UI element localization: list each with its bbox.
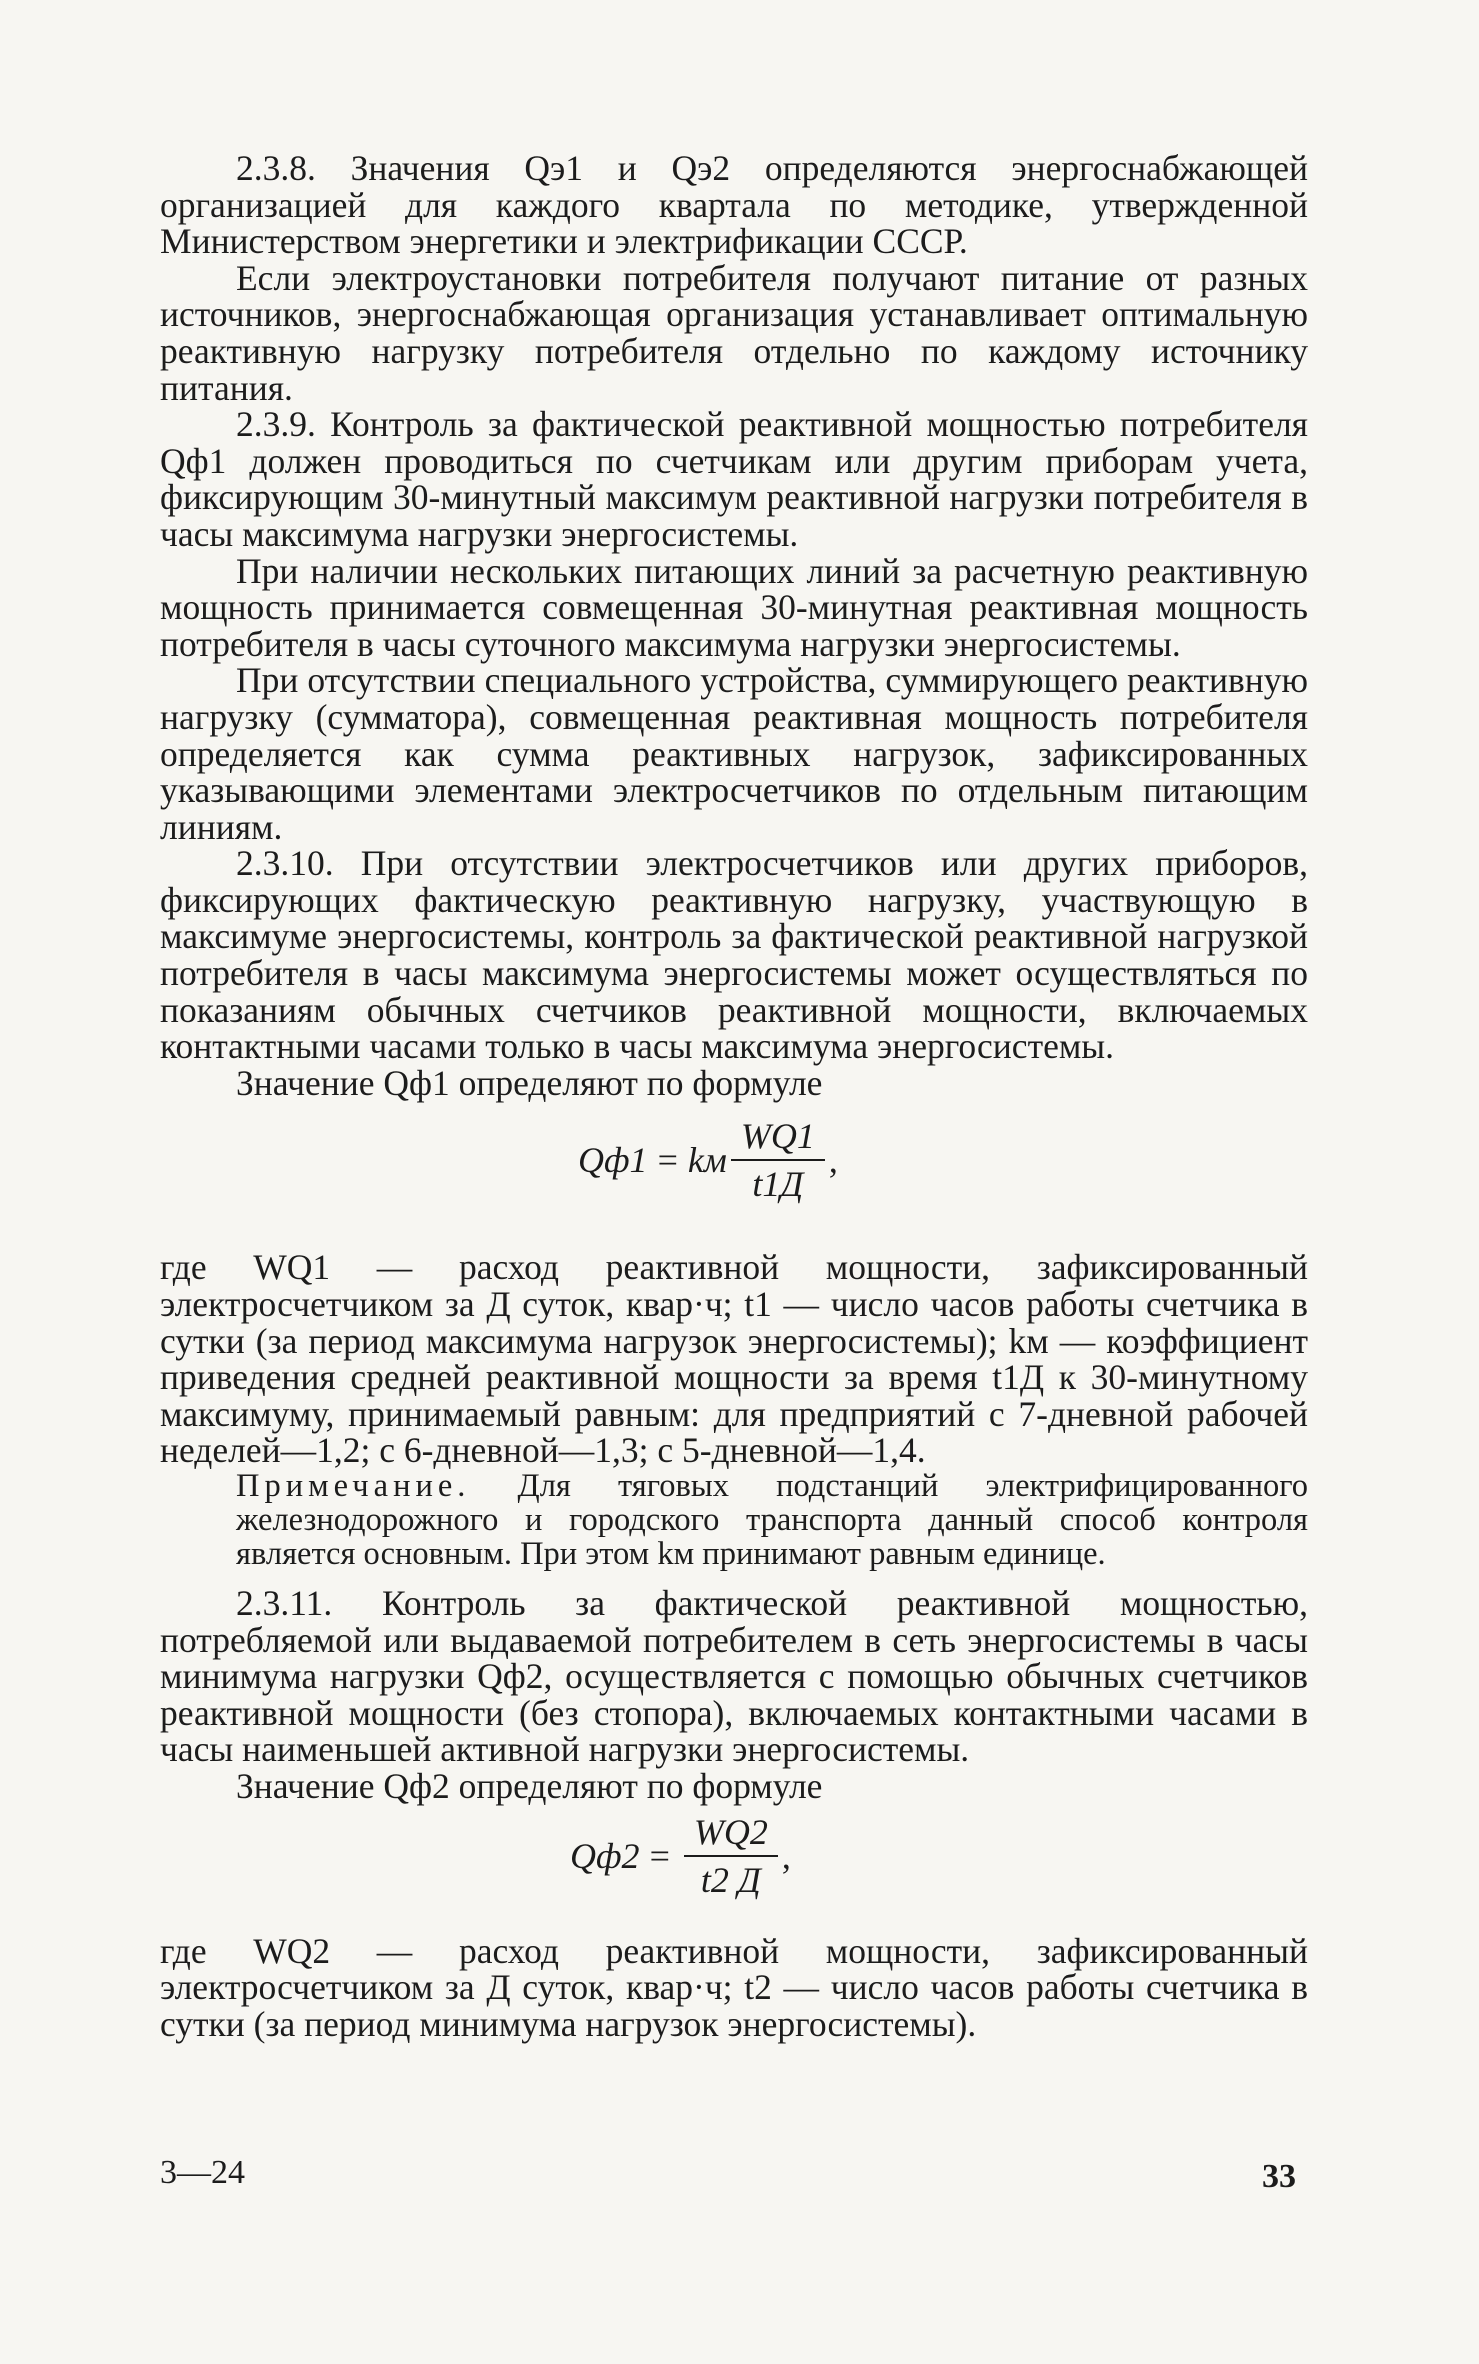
formula-2-fraction: [684, 1811, 778, 1901]
formula-1-lhs: Qф1: [578, 1140, 648, 1181]
formula2-intro: Значение Qф2 определяют по формуле: [236, 1765, 823, 1806]
formula-2-numerator: WQ2: [684, 1811, 778, 1857]
formula-1: [160, 1101, 1308, 1249]
page-number: 33: [1262, 2158, 1296, 2195]
formula-2: [160, 1805, 1308, 1933]
formula-1-numerator: WQ1: [731, 1115, 825, 1161]
formula-2-lhs: Qф2: [570, 1835, 640, 1876]
formula-2-denominator: t2 Д: [700, 1859, 761, 1900]
formula-2-eq: =: [649, 1835, 670, 1876]
note: [236, 1469, 1308, 1571]
formula-1-tail: ,: [828, 1140, 838, 1181]
formula-1-fraction: [731, 1115, 825, 1205]
note-label: Примечание.: [236, 1468, 471, 1504]
formula-1-expression: [578, 1115, 838, 1205]
paragraph-2-3-9: 2.3.9. Контроль за фактической реактивной мощностью потребителя Qф1 должен проводиться по счетчикам или другим приборам учета, фиксирующим 30-минутный максимум реактивной нагрузки потребителя в часы максимума нагрузки энергосистемы.: [160, 404, 1308, 554]
signature-mark: 3—24: [160, 2154, 245, 2191]
note-text: Для тяговых подстанций электрифицированного железнодорожного и городского транспорта данный способ контроля является основным. При этом kм принимают равным единице.: [236, 1468, 1308, 1572]
paragraph-2-3-9-b: При наличии нескольких питающих линий за расчетную реактивную мощность принимается совмещенная 30-минутная реактивная мощность потребителя в часы суточного максимума нагрузки энергосистемы.: [160, 550, 1308, 664]
paragraph-2-3-8-b: Если электроустановки потребителя получают питание от разных источников, энергоснабжающая организация устанавливает оптимальную реактивную нагрузку потребителя отдельно по каждому источнику питания.: [160, 257, 1308, 408]
formula1-intro: Значение Qф1 определяют по формуле: [236, 1062, 823, 1103]
text-column: [160, 150, 1308, 2042]
formula-2-tail: ,: [781, 1835, 791, 1876]
formula-1-coef: kм: [687, 1140, 727, 1181]
formula-1-eq: =: [657, 1140, 678, 1181]
paragraph-2-3-11: 2.3.11. Контроль за фактической реактивной мощностью, потребляемой или выдаваемой потребителем в сеть энергосистемы в часы минимума нагрузки Qф2, осуществляется с помощью обычных счетчиков реактивной мощности (без стопора), включаемых контактными часами в часы наименьшей активной нагрузки энергосистемы.: [160, 1583, 1308, 1770]
paragraph-2-3-10: 2.3.10. При отсутствии электросчетчиков или других приборов, фиксирующих фактическую реактивную нагрузку, участвующую в максимуме энергосистемы, контроль за фактической реактивной нагрузкой потребителя в часы максимума энергосистемы может осуществляться по показаниям обычных счетчиков реактивной мощности, включаемых контактными часами только в часы максимума энергосистемы.: [160, 843, 1308, 1067]
paragraph-2-3-8: 2.3.8. Значения Qэ1 и Qэ2 определяются энергоснабжающей организацией для каждого квартала по методике, утвержденной Министерством энергетики и электрификации СССР.: [160, 148, 1308, 262]
formula2-where: где WQ2 — расход реактивной мощности, зафиксированный электросчетчиком за Д суток, квар·ч; t2 — число часов работы счетчика в сутки (за период минимума нагрузок энергосистемы).: [160, 1930, 1308, 2044]
paragraph-2-3-9-c: При отсутствии специального устройства, суммирующего реактивную нагрузку (сумматора), совмещенная реактивная мощность потребителя определяется как сумма реактивных нагрузок, зафиксированных указывающими элементами электросчетчиков по отдельным питающим линиям.: [160, 660, 1308, 847]
formula-1-denominator: t1Д: [752, 1164, 804, 1205]
formula1-where: где WQ1 — расход реактивной мощности, зафиксированный электросчетчиком за Д суток, квар·ч; t1 — число часов работы счетчика в сутки (за период максимума нагрузок энергосистемы); kм — коэффициент приведения средней реактивной мощности за время t1Д к 30-минутному максимуму, принимаемый равным: для предприятий с 7-дневной рабочей неделей—1,2; с 6-дневной—1,3; с 5-дневной—1,4.: [160, 1247, 1308, 1471]
formula-2-expression: [570, 1811, 791, 1901]
